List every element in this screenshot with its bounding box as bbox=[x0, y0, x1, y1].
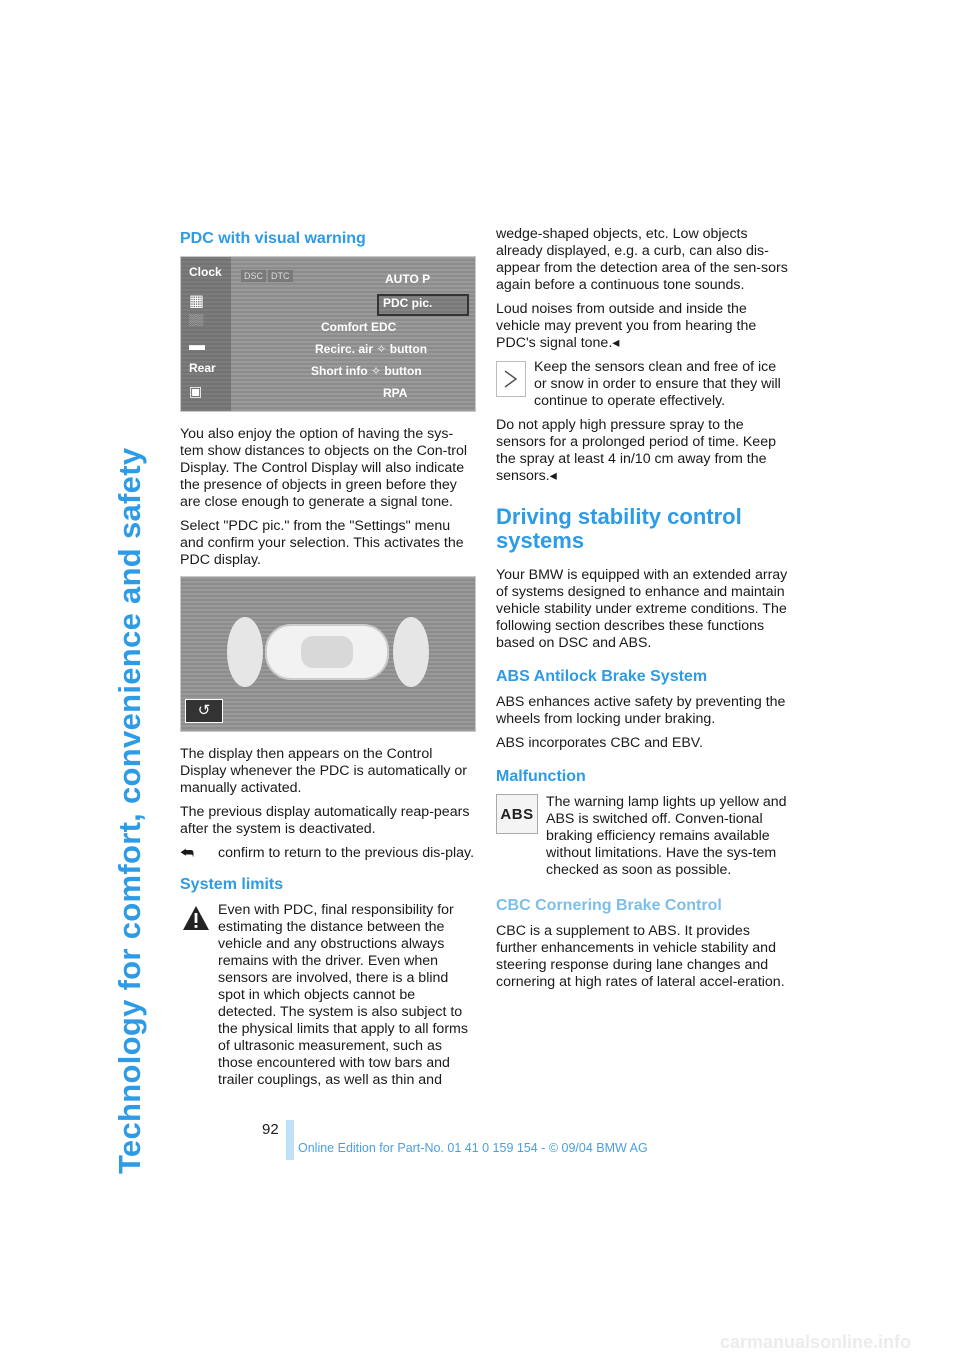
menu-left-bar bbox=[181, 257, 231, 411]
right-column bbox=[496, 226, 791, 998]
system-limits-text: Even with PDC, final responsibility for estimating the distance between the vehicle and any obstructions always remains with the driver. Even when sensors are involved, there is a blind spot in which objects cannot be detected. The system is also subject to the physical limits that apply to all forms of ultrasonic measurement, such as those encountered with tow bars and trailer couplings, as well as thin and bbox=[218, 902, 468, 1088]
paragraph-confirm-return bbox=[180, 845, 475, 862]
paragraph-abs-incorporates: ABS incorporates CBC and EBV. bbox=[496, 735, 703, 751]
menu-item-comfort-edc: Comfort EDC bbox=[321, 320, 397, 334]
menu-item-pdc-pic: PDC pic. bbox=[383, 296, 433, 310]
badge-dsc: DSC bbox=[241, 270, 266, 282]
paragraph-select-pdc: Select "PDC pic." from the "Settings" menu and confirm your selection. This activates the PDC display. bbox=[180, 518, 464, 568]
page-number: 92 bbox=[262, 1121, 279, 1138]
badge-dtc: DTC bbox=[268, 270, 293, 282]
paragraph-bmw-systems: Your BMW is equipped with an extended array of systems designed to enhance and maintain vehicle stability under extreme conditions. The following section describes these functions based on DSC and ABS. bbox=[496, 567, 788, 651]
confirm-return-text: confirm to return to the previous dis-play. bbox=[218, 845, 475, 861]
paragraph-system-limits-warning bbox=[180, 902, 475, 1089]
warning-triangle-icon bbox=[182, 904, 210, 932]
monitor-icon: ▣ bbox=[189, 383, 203, 399]
abs-warning-lamp-icon: ABS bbox=[496, 794, 538, 834]
heading-system-limits: System limits bbox=[180, 876, 284, 893]
menu-left-clock: Clock bbox=[189, 265, 222, 279]
paragraph-loud-noises: Loud noises from outside and inside the vehicle may prevent you from hearing the PDC's signal tone.◂ bbox=[496, 301, 757, 351]
paragraph-keep-sensors-clean bbox=[496, 359, 791, 410]
footer-edition-text: Online Edition for Part-No. 01 41 0 159 154 - © 09/04 BMW AG bbox=[298, 1141, 648, 1155]
footer-accent-bar bbox=[286, 1120, 294, 1160]
menu-item-rpa: RPA bbox=[383, 386, 408, 400]
pdc-display-screenshot bbox=[180, 576, 476, 732]
paragraph-cbc: CBC is a supplement to ABS. It provides further enhancements in vehicle stability and steering response during lane changes and cornering at high rates of lateral accel-eration. bbox=[496, 923, 785, 990]
settings-menu-screenshot bbox=[180, 256, 476, 412]
paragraph-high-pressure-spray: Do not apply high pressure spray to the sensors for a prolonged period of time. Keep the spray at least 4 in/10 cm away from the sensors.◂ bbox=[496, 417, 776, 484]
paragraph-warning-lamp bbox=[496, 794, 791, 879]
paragraph-pdc-intro: You also enjoy the option of having the sys-tem show distances to objects on the Con-trol Display. The Control Display will also indicate the presence of objects in green before they are close enough to generate a signal tone. bbox=[180, 426, 468, 510]
paragraph-abs-enhances: ABS enhances active safety by preventing the wheels from locking under braking. bbox=[496, 694, 786, 727]
car-topview-icon bbox=[265, 624, 389, 680]
heading-malfunction: Malfunction bbox=[496, 768, 586, 785]
heading-driving-stability: Driving stability control systems bbox=[496, 504, 742, 553]
menu-item-recirc-air: Recirc. air ✧ button bbox=[315, 342, 428, 356]
play-note-icon bbox=[496, 361, 526, 397]
menu-item-short-info: Short info ✧ button bbox=[311, 364, 422, 378]
paragraph-wedge-objects: wedge-shaped objects, etc. Low objects already displayed, e.g. a curb, can also dis-appear from the detection area of the sen-sors again before a continuous tone sounds. bbox=[496, 226, 788, 293]
keep-sensors-clean-text: Keep the sensors clean and free of ice or snow in order to ensure that they will continue to operate effectively. bbox=[534, 359, 781, 409]
site-watermark: carmanualsonline.info bbox=[720, 1332, 912, 1352]
menu-left-rear: Rear bbox=[189, 361, 216, 375]
car-icon: ▬ bbox=[189, 337, 205, 354]
paragraph-display-appears: The display then appears on the Control Display whenever the PDC is automatically or manually activated. bbox=[180, 746, 468, 796]
return-arrow-icon: ⮪ bbox=[180, 845, 194, 862]
menu-item-auto-p: AUTO P bbox=[385, 272, 431, 286]
dsc-dtc-badges bbox=[241, 270, 293, 282]
left-column bbox=[180, 226, 475, 1096]
paragraph-display-reappears: The previous display automatically reap-pears after the system is deactivated. bbox=[180, 804, 470, 837]
section-side-title: Technology for comfort, convenience and safety bbox=[112, 447, 147, 1174]
display-icon: ░░ bbox=[189, 315, 204, 326]
heading-pdc-visual-warning: PDC with visual warning bbox=[180, 230, 366, 247]
front-detection-zone bbox=[393, 617, 429, 687]
return-arrow-icon: ↺ bbox=[185, 699, 223, 723]
rear-detection-zone bbox=[227, 617, 263, 687]
heading-cbc: CBC Cornering Brake Control bbox=[496, 897, 722, 914]
seat-icon: ▦ bbox=[189, 293, 205, 310]
heading-abs: ABS Antilock Brake System bbox=[496, 668, 708, 685]
warning-lamp-text: The warning lamp lights up yellow and ABS is switched off. Conven-tional braking efficiency remains available without limitations. Have the sys-tem checked as soon as possible. bbox=[546, 794, 787, 878]
